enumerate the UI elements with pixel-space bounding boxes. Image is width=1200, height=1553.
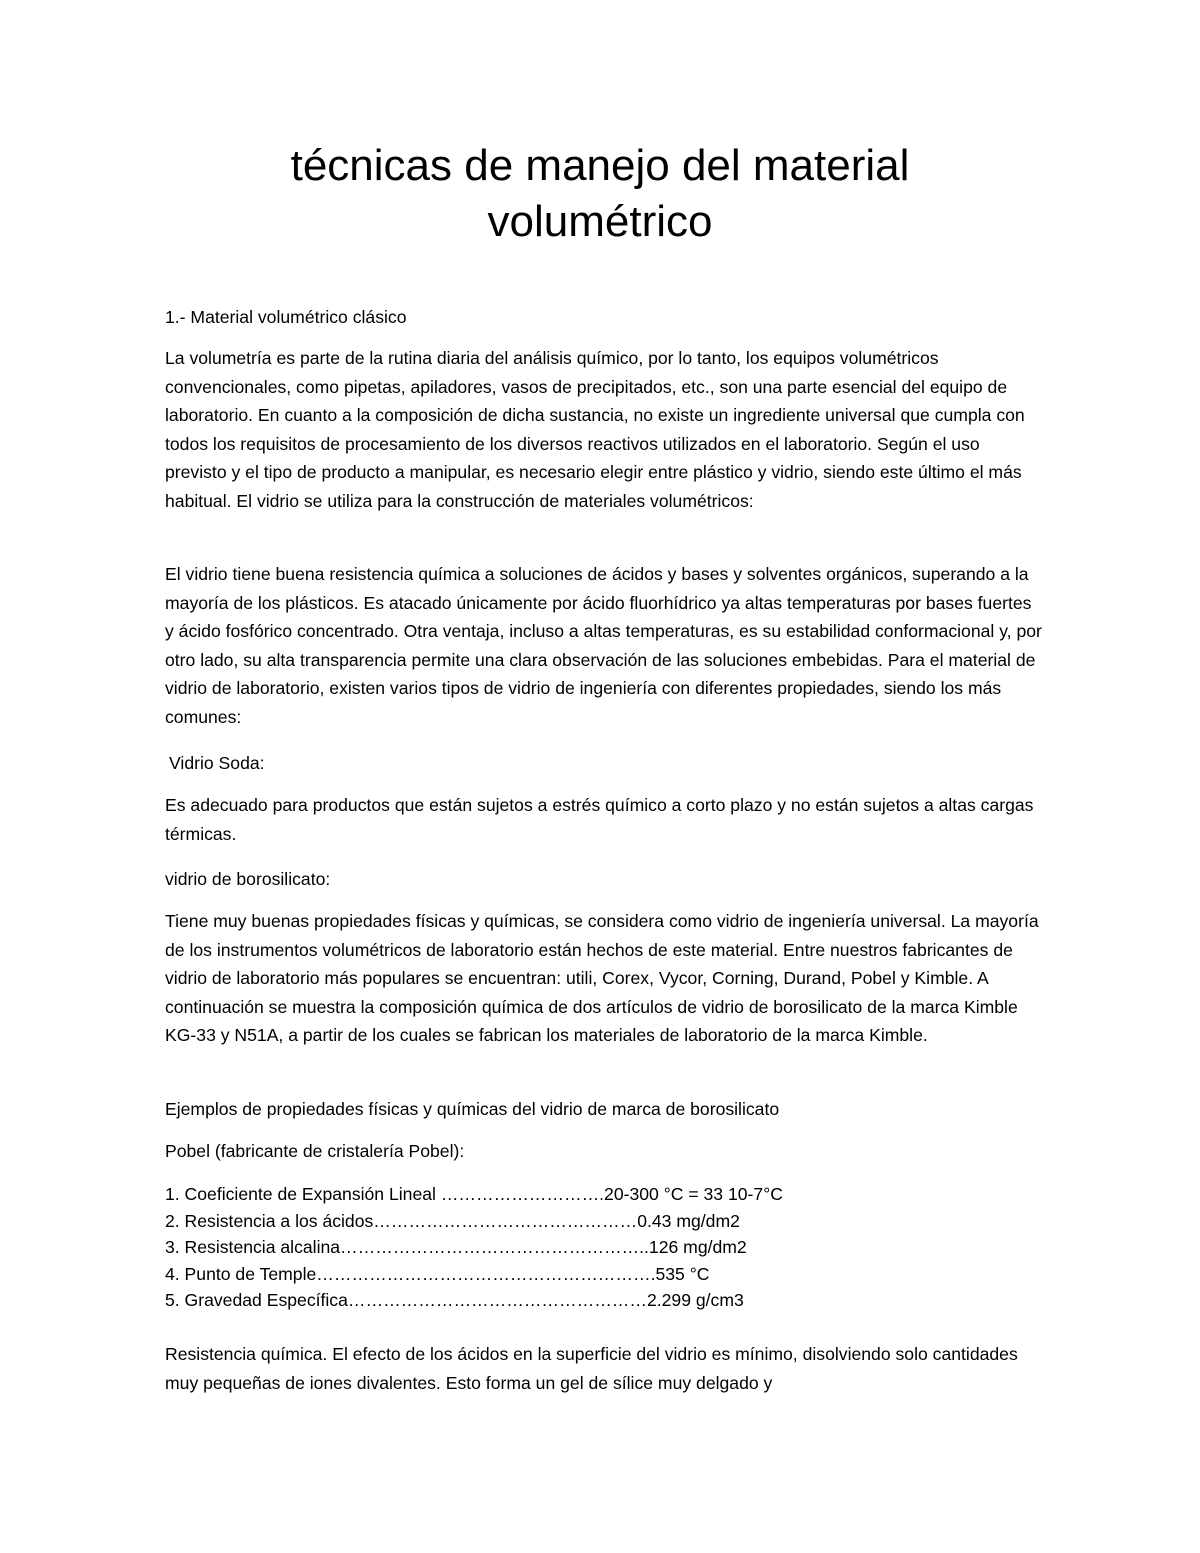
document-title <box>150 138 1050 250</box>
paragraph-volumetria: La volumetría es parte de la rutina diaria del análisis químico, por lo tanto, los equipos volumétricos convencionales, como pipetas, apiladores, vasos de precipitados, etc., son una parte esencial del equipo de laboratorio. En cuanto a la composición de dicha sustancia, no existe un ingrediente universal que cumpla con todos los requisitos de procesamiento de los diversos reactivos utilizados en el laboratorio. Según el uso previsto y el tipo de producto a manipular, es necesario elegir entre plástico y vidrio, siendo este último el más habitual. El vidrio se utiliza para la construcción de materiales volumétricos: <box>165 348 1025 511</box>
paragraph-vidrio-borosilicato: Tiene muy buenas propiedades físicas y químicas, se considera como vidrio de ingeniería universal. La mayoría de los instrumentos volumétricos de laboratorio están hechos de este material. Entre nuestros fabricantes de vidrio de laboratorio más populares se encuentran: utili, Corex, Vycor, Corning, Durand, Pobel y Kimble. A continuación se muestra la composición química de dos artículos de vidrio de borosilicato de la marca Kimble KG-33 y N51A, a partir de los cuales se fabrican los materiales de laboratorio de la marca Kimble. <box>165 911 1039 1046</box>
examples-heading: Ejemplos de propiedades físicas y químicas del vidrio de marca de borosilicato <box>165 1099 780 1119</box>
title-line-2: volumétrico <box>487 197 713 246</box>
property-item: 4. Punto de Temple………………………………………………….535 °C <box>165 1263 710 1284</box>
property-item: 2. Resistencia a los ácidos………………………………………0.43 mg/dm2 <box>165 1210 740 1231</box>
subheading-vidrio-borosilicato: vidrio de borosilicato: <box>165 869 331 889</box>
pobel-heading: Pobel (fabricante de cristalería Pobel): <box>165 1141 465 1161</box>
property-item: 3. Resistencia alcalina……………………………………………..126 mg/dm2 <box>165 1237 747 1257</box>
property-item: 5. Gravedad Específica……………………………………………2.299 g/cm3 <box>165 1290 744 1310</box>
property-item: 1. Coeficiente de Expansión Lineal ……………………….20-300 °C = 33 10-7°C <box>165 1184 783 1204</box>
subheading-vidrio-soda: Vidrio Soda: <box>169 753 265 773</box>
paragraph-resistencia-quimica: Resistencia química. El efecto de los ácidos en la superficie del vidrio es mínimo, disolviendo solo cantidades muy pequeñas de iones divalentes. Esto forma un gel de sílice muy delgado y <box>165 1344 1018 1393</box>
section-heading-material-volumetrico: 1.- Material volumétrico clásico <box>165 307 407 327</box>
title-line-1: técnicas de manejo del material <box>290 141 910 190</box>
paragraph-vidrio-resistencia: El vidrio tiene buena resistencia química a soluciones de ácidos y bases y solventes orgánicos, superando a la mayoría de los plásticos. Es atacado únicamente por ácido fluorhídrico ya altas temperaturas por bases fuertes y ácido fosfórico concentrado. Otra ventaja, incluso a altas temperaturas, es su estabilidad conformacional y, por otro lado, su alta transparencia permite una clara observación de las soluciones embebidas. Para el material de vidrio de laboratorio, existen varios tipos de vidrio de ingeniería con diferentes propiedades, siendo los más comunes: <box>165 564 1042 727</box>
properties-list <box>165 1181 1045 1314</box>
paragraph-vidrio-soda: Es adecuado para productos que están sujetos a estrés químico a corto plazo y no están sujetos a altas cargas térmicas. <box>165 795 1034 844</box>
